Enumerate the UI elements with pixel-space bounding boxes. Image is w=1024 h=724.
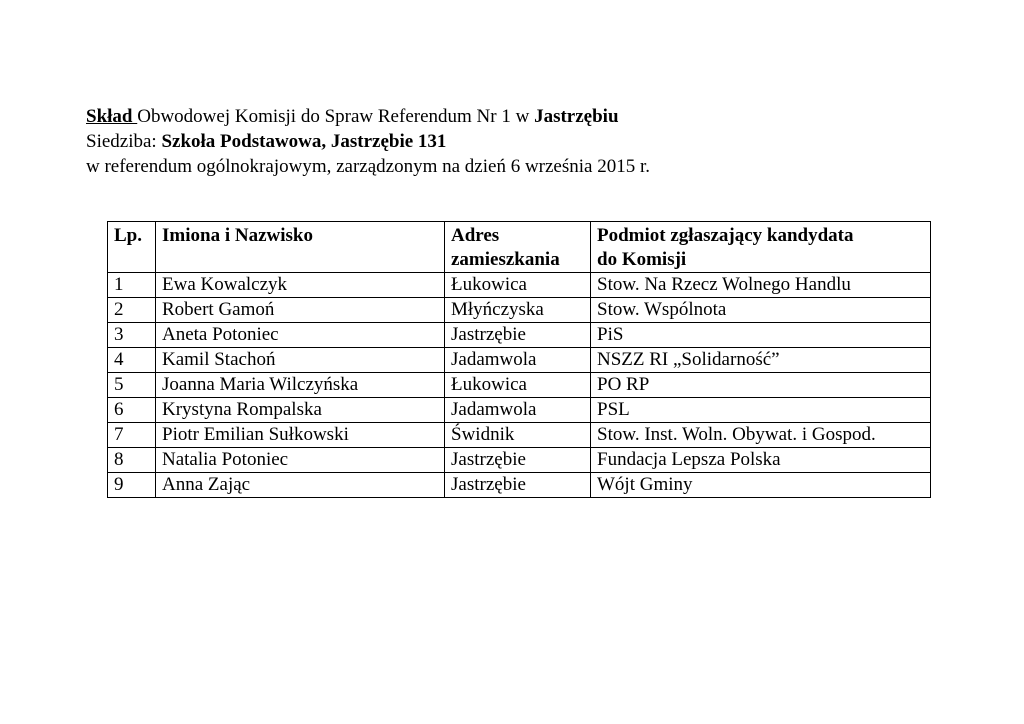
table-row xyxy=(108,423,931,448)
cell-entity: PiS xyxy=(591,323,931,348)
cell-address: Jastrzębie xyxy=(445,473,591,498)
cell-address: Jastrzębie xyxy=(445,448,591,473)
cell-address: Łukowica xyxy=(445,273,591,298)
table-header-row xyxy=(108,222,931,273)
cell-address: Łukowica xyxy=(445,373,591,398)
cell-lp: 7 xyxy=(108,423,156,448)
cell-address: Jadamwola xyxy=(445,348,591,373)
cell-name: Anna Zając xyxy=(156,473,445,498)
table-row xyxy=(108,448,931,473)
cell-lp: 3 xyxy=(108,323,156,348)
cell-lp: 9 xyxy=(108,473,156,498)
cell-entity: Stow. Wspólnota xyxy=(591,298,931,323)
heading-place: Jastrzębiu xyxy=(534,106,619,127)
cell-entity: Stow. Inst. Woln. Obywat. i Gospod. xyxy=(591,423,931,448)
header-entity-line2: do Komisji xyxy=(597,249,687,270)
heading-line-2 xyxy=(86,129,986,154)
table-row xyxy=(108,323,931,348)
table-row xyxy=(108,398,931,423)
document-heading xyxy=(86,104,986,179)
table-row xyxy=(108,473,931,498)
cell-name: Krystyna Rompalska xyxy=(156,398,445,423)
heading-line-1 xyxy=(86,104,986,129)
cell-address: Świdnik xyxy=(445,423,591,448)
header-entity xyxy=(591,222,931,273)
cell-name: Ewa Kowalczyk xyxy=(156,273,445,298)
cell-entity: PO RP xyxy=(591,373,931,398)
table-row xyxy=(108,348,931,373)
cell-name: Kamil Stachoń xyxy=(156,348,445,373)
members-table xyxy=(107,221,931,498)
cell-lp: 2 xyxy=(108,298,156,323)
cell-name: Aneta Potoniec xyxy=(156,323,445,348)
header-lp: Lp. xyxy=(108,222,156,273)
header-entity-line1: Podmiot zgłaszający kandydata xyxy=(597,225,854,246)
cell-entity: Stow. Na Rzecz Wolnego Handlu xyxy=(591,273,931,298)
heading-line-3: w referendum ogólnokrajowym, zarządzonym na dzień 6 września 2015 r. xyxy=(86,156,650,177)
header-name: Imiona i Nazwisko xyxy=(156,222,445,273)
cell-entity: Fundacja Lepsza Polska xyxy=(591,448,931,473)
cell-lp: 6 xyxy=(108,398,156,423)
cell-name: Piotr Emilian Sułkowski xyxy=(156,423,445,448)
cell-entity: NSZZ RI „Solidarność” xyxy=(591,348,931,373)
header-address-line1: Adres xyxy=(451,225,500,246)
header-address-line2: zamieszkania xyxy=(451,249,560,270)
table-row xyxy=(108,298,931,323)
cell-lp: 8 xyxy=(108,448,156,473)
cell-address: Jastrzębie xyxy=(445,323,591,348)
cell-name: Robert Gamoń xyxy=(156,298,445,323)
table-row xyxy=(108,373,931,398)
cell-name: Joanna Maria Wilczyńska xyxy=(156,373,445,398)
cell-lp: 4 xyxy=(108,348,156,373)
heading-commission: Obwodowej Komisji do Spraw Referendum Nr 1 w xyxy=(137,106,535,127)
seat-value: Szkoła Podstawowa, Jastrzębie 131 xyxy=(161,131,447,152)
cell-entity: Wójt Gminy xyxy=(591,473,931,498)
seat-label: Siedziba: xyxy=(86,131,162,152)
cell-lp: 5 xyxy=(108,373,156,398)
table-row xyxy=(108,273,931,298)
cell-address: Jadamwola xyxy=(445,398,591,423)
cell-address: Młyńczyska xyxy=(445,298,591,323)
heading-sklad: Skład xyxy=(86,106,138,127)
header-address xyxy=(445,222,591,273)
cell-lp: 1 xyxy=(108,273,156,298)
cell-entity: PSL xyxy=(591,398,931,423)
cell-name: Natalia Potoniec xyxy=(156,448,445,473)
